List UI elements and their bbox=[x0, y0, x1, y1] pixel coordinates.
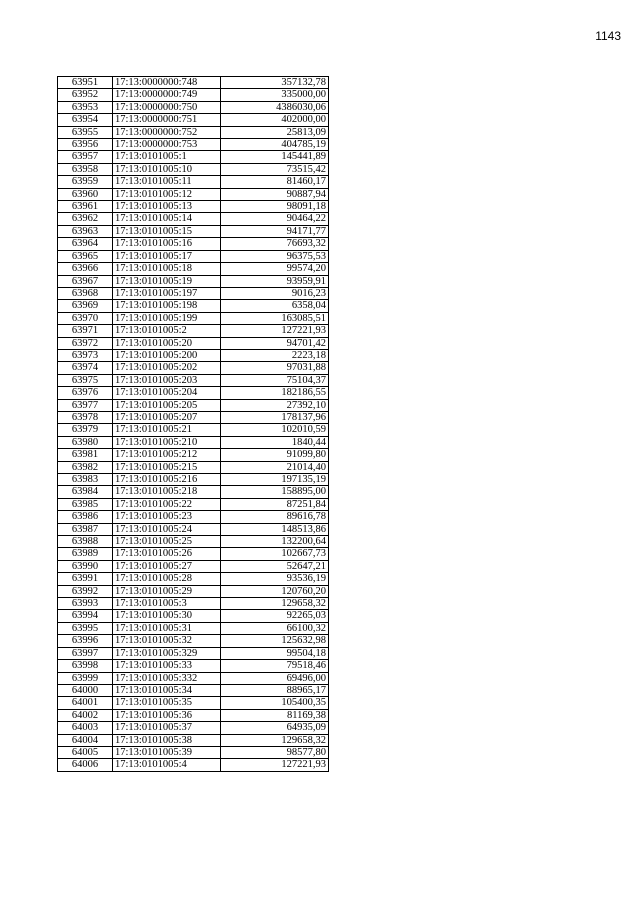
row-number-cell: 64003 bbox=[58, 722, 113, 734]
value-cell: 129658,32 bbox=[221, 598, 329, 610]
value-cell: 404785,19 bbox=[221, 139, 329, 151]
row-number-cell: 63980 bbox=[58, 436, 113, 448]
value-cell: 127221,93 bbox=[221, 759, 329, 771]
value-cell: 91099,80 bbox=[221, 449, 329, 461]
value-cell: 102667,73 bbox=[221, 548, 329, 560]
cadastral-value-table bbox=[57, 76, 329, 772]
row-number-cell: 64001 bbox=[58, 697, 113, 709]
value-cell: 79518,46 bbox=[221, 660, 329, 672]
row-number-cell: 63962 bbox=[58, 213, 113, 225]
cadastral-number-cell: 17:13:0101005:30 bbox=[113, 610, 221, 622]
value-cell: 4386030,06 bbox=[221, 101, 329, 113]
cadastral-number-cell: 17:13:0101005:35 bbox=[113, 697, 221, 709]
table-row bbox=[58, 746, 329, 758]
value-cell: 402000,00 bbox=[221, 114, 329, 126]
table-row bbox=[58, 263, 329, 275]
value-cell: 132200,64 bbox=[221, 536, 329, 548]
table-row bbox=[58, 362, 329, 374]
value-cell: 99574,20 bbox=[221, 263, 329, 275]
row-number-cell: 63981 bbox=[58, 449, 113, 461]
table-row bbox=[58, 474, 329, 486]
cadastral-number-cell: 17:13:0101005:10 bbox=[113, 163, 221, 175]
value-cell: 105400,35 bbox=[221, 697, 329, 709]
cadastral-number-cell: 17:13:0101005:33 bbox=[113, 660, 221, 672]
cadastral-number-cell: 17:13:0101005:24 bbox=[113, 523, 221, 535]
table-row bbox=[58, 238, 329, 250]
cadastral-number-cell: 17:13:0101005:210 bbox=[113, 436, 221, 448]
table-row bbox=[58, 325, 329, 337]
value-cell: 197135,19 bbox=[221, 474, 329, 486]
cadastral-number-cell: 17:13:0101005:37 bbox=[113, 722, 221, 734]
cadastral-number-cell: 17:13:0101005:2 bbox=[113, 325, 221, 337]
value-cell: 66100,32 bbox=[221, 622, 329, 634]
row-number-cell: 63998 bbox=[58, 660, 113, 672]
cadastral-number-cell: 17:13:0101005:218 bbox=[113, 486, 221, 498]
cadastral-number-cell: 17:13:0000000:751 bbox=[113, 114, 221, 126]
table-row bbox=[58, 411, 329, 423]
cadastral-number-cell: 17:13:0101005:38 bbox=[113, 734, 221, 746]
cadastral-number-cell: 17:13:0101005:19 bbox=[113, 275, 221, 287]
value-cell: 88965,17 bbox=[221, 684, 329, 696]
cadastral-number-cell: 17:13:0101005:11 bbox=[113, 176, 221, 188]
table-row bbox=[58, 523, 329, 535]
row-number-cell: 63957 bbox=[58, 151, 113, 163]
cadastral-number-cell: 17:13:0101005:215 bbox=[113, 461, 221, 473]
row-number-cell: 63969 bbox=[58, 300, 113, 312]
value-cell: 127221,93 bbox=[221, 325, 329, 337]
value-cell: 96375,53 bbox=[221, 250, 329, 262]
table-row bbox=[58, 486, 329, 498]
table-row bbox=[58, 436, 329, 448]
value-cell: 6358,04 bbox=[221, 300, 329, 312]
row-number-cell: 63988 bbox=[58, 536, 113, 548]
table-row bbox=[58, 188, 329, 200]
row-number-cell: 63972 bbox=[58, 337, 113, 349]
cadastral-number-cell: 17:13:0101005:4 bbox=[113, 759, 221, 771]
table-row bbox=[58, 213, 329, 225]
cadastral-number-cell: 17:13:0000000:752 bbox=[113, 126, 221, 138]
row-number-cell: 63995 bbox=[58, 622, 113, 634]
value-cell: 9016,23 bbox=[221, 287, 329, 299]
table-row bbox=[58, 337, 329, 349]
value-cell: 125632,98 bbox=[221, 635, 329, 647]
row-number-cell: 64006 bbox=[58, 759, 113, 771]
value-cell: 129658,32 bbox=[221, 734, 329, 746]
cadastral-number-cell: 17:13:0101005:16 bbox=[113, 238, 221, 250]
cadastral-number-cell: 17:13:0101005:36 bbox=[113, 709, 221, 721]
value-cell: 94171,77 bbox=[221, 225, 329, 237]
table-row bbox=[58, 114, 329, 126]
value-cell: 89616,78 bbox=[221, 511, 329, 523]
row-number-cell: 63965 bbox=[58, 250, 113, 262]
row-number-cell: 63952 bbox=[58, 89, 113, 101]
table-row bbox=[58, 399, 329, 411]
row-number-cell: 63968 bbox=[58, 287, 113, 299]
row-number-cell: 63987 bbox=[58, 523, 113, 535]
row-number-cell: 63954 bbox=[58, 114, 113, 126]
cadastral-number-cell: 17:13:0101005:329 bbox=[113, 647, 221, 659]
row-number-cell: 63996 bbox=[58, 635, 113, 647]
table-row bbox=[58, 498, 329, 510]
table-row bbox=[58, 275, 329, 287]
row-number-cell: 63978 bbox=[58, 411, 113, 423]
value-cell: 25813,09 bbox=[221, 126, 329, 138]
cadastral-number-cell: 17:13:0101005:13 bbox=[113, 201, 221, 213]
row-number-cell: 63975 bbox=[58, 374, 113, 386]
value-cell: 158895,00 bbox=[221, 486, 329, 498]
table-row bbox=[58, 126, 329, 138]
cadastral-number-cell: 17:13:0101005:332 bbox=[113, 672, 221, 684]
table-row bbox=[58, 734, 329, 746]
row-number-cell: 63979 bbox=[58, 424, 113, 436]
table-row bbox=[58, 709, 329, 721]
table-row bbox=[58, 610, 329, 622]
cadastral-number-cell: 17:13:0101005:18 bbox=[113, 263, 221, 275]
cadastral-number-cell: 17:13:0000000:753 bbox=[113, 139, 221, 151]
row-number-cell: 63967 bbox=[58, 275, 113, 287]
table-row bbox=[58, 300, 329, 312]
row-number-cell: 63960 bbox=[58, 188, 113, 200]
table-row bbox=[58, 101, 329, 113]
table-row bbox=[58, 374, 329, 386]
row-number-cell: 63986 bbox=[58, 511, 113, 523]
value-cell: 98577,80 bbox=[221, 746, 329, 758]
value-cell: 92265,03 bbox=[221, 610, 329, 622]
value-cell: 52647,21 bbox=[221, 560, 329, 572]
table-row bbox=[58, 722, 329, 734]
value-cell: 81169,38 bbox=[221, 709, 329, 721]
cadastral-number-cell: 17:13:0101005:34 bbox=[113, 684, 221, 696]
cadastral-number-cell: 17:13:0101005:31 bbox=[113, 622, 221, 634]
cadastral-number-cell: 17:13:0101005:32 bbox=[113, 635, 221, 647]
value-cell: 90464,22 bbox=[221, 213, 329, 225]
value-cell: 90887,94 bbox=[221, 188, 329, 200]
row-number-cell: 63993 bbox=[58, 598, 113, 610]
value-cell: 120760,20 bbox=[221, 585, 329, 597]
table-row bbox=[58, 660, 329, 672]
cadastral-number-cell: 17:13:0101005:14 bbox=[113, 213, 221, 225]
row-number-cell: 63991 bbox=[58, 573, 113, 585]
cadastral-number-cell: 17:13:0101005:23 bbox=[113, 511, 221, 523]
row-number-cell: 63983 bbox=[58, 474, 113, 486]
table-row bbox=[58, 536, 329, 548]
table-row bbox=[58, 598, 329, 610]
cadastral-number-cell: 17:13:0101005:39 bbox=[113, 746, 221, 758]
row-number-cell: 64005 bbox=[58, 746, 113, 758]
cadastral-number-cell: 17:13:0101005:28 bbox=[113, 573, 221, 585]
row-number-cell: 63999 bbox=[58, 672, 113, 684]
row-number-cell: 63992 bbox=[58, 585, 113, 597]
value-cell: 69496,00 bbox=[221, 672, 329, 684]
value-cell: 75104,37 bbox=[221, 374, 329, 386]
row-number-cell: 63984 bbox=[58, 486, 113, 498]
row-number-cell: 64000 bbox=[58, 684, 113, 696]
cadastral-number-cell: 17:13:0000000:748 bbox=[113, 77, 221, 89]
value-cell: 163085,51 bbox=[221, 312, 329, 324]
table-row bbox=[58, 684, 329, 696]
value-cell: 64935,09 bbox=[221, 722, 329, 734]
value-cell: 76693,32 bbox=[221, 238, 329, 250]
cadastral-number-cell: 17:13:0101005:198 bbox=[113, 300, 221, 312]
value-cell: 97031,88 bbox=[221, 362, 329, 374]
row-number-cell: 63973 bbox=[58, 349, 113, 361]
value-cell: 148513,86 bbox=[221, 523, 329, 535]
value-cell: 1840,44 bbox=[221, 436, 329, 448]
table-row bbox=[58, 151, 329, 163]
cadastral-number-cell: 17:13:0101005:205 bbox=[113, 399, 221, 411]
value-cell: 87251,84 bbox=[221, 498, 329, 510]
table-row bbox=[58, 250, 329, 262]
table-row bbox=[58, 622, 329, 634]
table-row bbox=[58, 225, 329, 237]
row-number-cell: 63955 bbox=[58, 126, 113, 138]
row-number-cell: 63974 bbox=[58, 362, 113, 374]
row-number-cell: 63977 bbox=[58, 399, 113, 411]
value-cell: 94701,42 bbox=[221, 337, 329, 349]
row-number-cell: 63982 bbox=[58, 461, 113, 473]
table-row bbox=[58, 449, 329, 461]
row-number-cell: 63963 bbox=[58, 225, 113, 237]
value-cell: 93959,91 bbox=[221, 275, 329, 287]
table-body bbox=[58, 77, 329, 772]
value-cell: 102010,59 bbox=[221, 424, 329, 436]
row-number-cell: 63953 bbox=[58, 101, 113, 113]
value-cell: 93536,19 bbox=[221, 573, 329, 585]
cadastral-number-cell: 17:13:0101005:21 bbox=[113, 424, 221, 436]
row-number-cell: 63964 bbox=[58, 238, 113, 250]
row-number-cell: 63958 bbox=[58, 163, 113, 175]
row-number-cell: 63985 bbox=[58, 498, 113, 510]
table-row bbox=[58, 635, 329, 647]
page-number: 1143 bbox=[595, 29, 621, 43]
row-number-cell: 63970 bbox=[58, 312, 113, 324]
cadastral-number-cell: 17:13:0101005:25 bbox=[113, 536, 221, 548]
cadastral-number-cell: 17:13:0000000:750 bbox=[113, 101, 221, 113]
table-row bbox=[58, 560, 329, 572]
cadastral-number-cell: 17:13:0101005:26 bbox=[113, 548, 221, 560]
row-number-cell: 64002 bbox=[58, 709, 113, 721]
value-cell: 27392,10 bbox=[221, 399, 329, 411]
table-row bbox=[58, 89, 329, 101]
cadastral-number-cell: 17:13:0101005:199 bbox=[113, 312, 221, 324]
table-row bbox=[58, 697, 329, 709]
value-cell: 81460,17 bbox=[221, 176, 329, 188]
row-number-cell: 63994 bbox=[58, 610, 113, 622]
table-row bbox=[58, 77, 329, 89]
value-cell: 145441,89 bbox=[221, 151, 329, 163]
cadastral-number-cell: 17:13:0101005:15 bbox=[113, 225, 221, 237]
cadastral-number-cell: 17:13:0101005:17 bbox=[113, 250, 221, 262]
cadastral-number-cell: 17:13:0101005:200 bbox=[113, 349, 221, 361]
cadastral-number-cell: 17:13:0101005:29 bbox=[113, 585, 221, 597]
table-row bbox=[58, 424, 329, 436]
table-row bbox=[58, 647, 329, 659]
row-number-cell: 63961 bbox=[58, 201, 113, 213]
table-row bbox=[58, 139, 329, 151]
cadastral-number-cell: 17:13:0101005:202 bbox=[113, 362, 221, 374]
cadastral-number-cell: 17:13:0101005:216 bbox=[113, 474, 221, 486]
table-row bbox=[58, 548, 329, 560]
row-number-cell: 63951 bbox=[58, 77, 113, 89]
table-row bbox=[58, 511, 329, 523]
row-number-cell: 63959 bbox=[58, 176, 113, 188]
cadastral-number-cell: 17:13:0101005:212 bbox=[113, 449, 221, 461]
cadastral-number-cell: 17:13:0101005:12 bbox=[113, 188, 221, 200]
table-row bbox=[58, 585, 329, 597]
table-row bbox=[58, 312, 329, 324]
table-row bbox=[58, 287, 329, 299]
table-row bbox=[58, 461, 329, 473]
row-number-cell: 63956 bbox=[58, 139, 113, 151]
table-row bbox=[58, 387, 329, 399]
row-number-cell: 64004 bbox=[58, 734, 113, 746]
value-cell: 99504,18 bbox=[221, 647, 329, 659]
value-cell: 357132,78 bbox=[221, 77, 329, 89]
value-cell: 21014,40 bbox=[221, 461, 329, 473]
row-number-cell: 63966 bbox=[58, 263, 113, 275]
table-row bbox=[58, 573, 329, 585]
cadastral-number-cell: 17:13:0101005:3 bbox=[113, 598, 221, 610]
value-cell: 98091,18 bbox=[221, 201, 329, 213]
value-cell: 335000,00 bbox=[221, 89, 329, 101]
cadastral-number-cell: 17:13:0101005:20 bbox=[113, 337, 221, 349]
cadastral-number-cell: 17:13:0101005:22 bbox=[113, 498, 221, 510]
row-number-cell: 63976 bbox=[58, 387, 113, 399]
table-row bbox=[58, 349, 329, 361]
value-cell: 73515,42 bbox=[221, 163, 329, 175]
value-cell: 182186,55 bbox=[221, 387, 329, 399]
cadastral-number-cell: 17:13:0101005:27 bbox=[113, 560, 221, 572]
cadastral-number-cell: 17:13:0101005:203 bbox=[113, 374, 221, 386]
table-row bbox=[58, 201, 329, 213]
table-row bbox=[58, 759, 329, 771]
cadastral-number-cell: 17:13:0101005:1 bbox=[113, 151, 221, 163]
row-number-cell: 63971 bbox=[58, 325, 113, 337]
cadastral-number-cell: 17:13:0101005:204 bbox=[113, 387, 221, 399]
row-number-cell: 63990 bbox=[58, 560, 113, 572]
cadastral-number-cell: 17:13:0101005:207 bbox=[113, 411, 221, 423]
cadastral-number-cell: 17:13:0101005:197 bbox=[113, 287, 221, 299]
table-row bbox=[58, 163, 329, 175]
cadastral-number-cell: 17:13:0000000:749 bbox=[113, 89, 221, 101]
table-row bbox=[58, 176, 329, 188]
row-number-cell: 63997 bbox=[58, 647, 113, 659]
value-cell: 2223,18 bbox=[221, 349, 329, 361]
table-row bbox=[58, 672, 329, 684]
value-cell: 178137,96 bbox=[221, 411, 329, 423]
row-number-cell: 63989 bbox=[58, 548, 113, 560]
